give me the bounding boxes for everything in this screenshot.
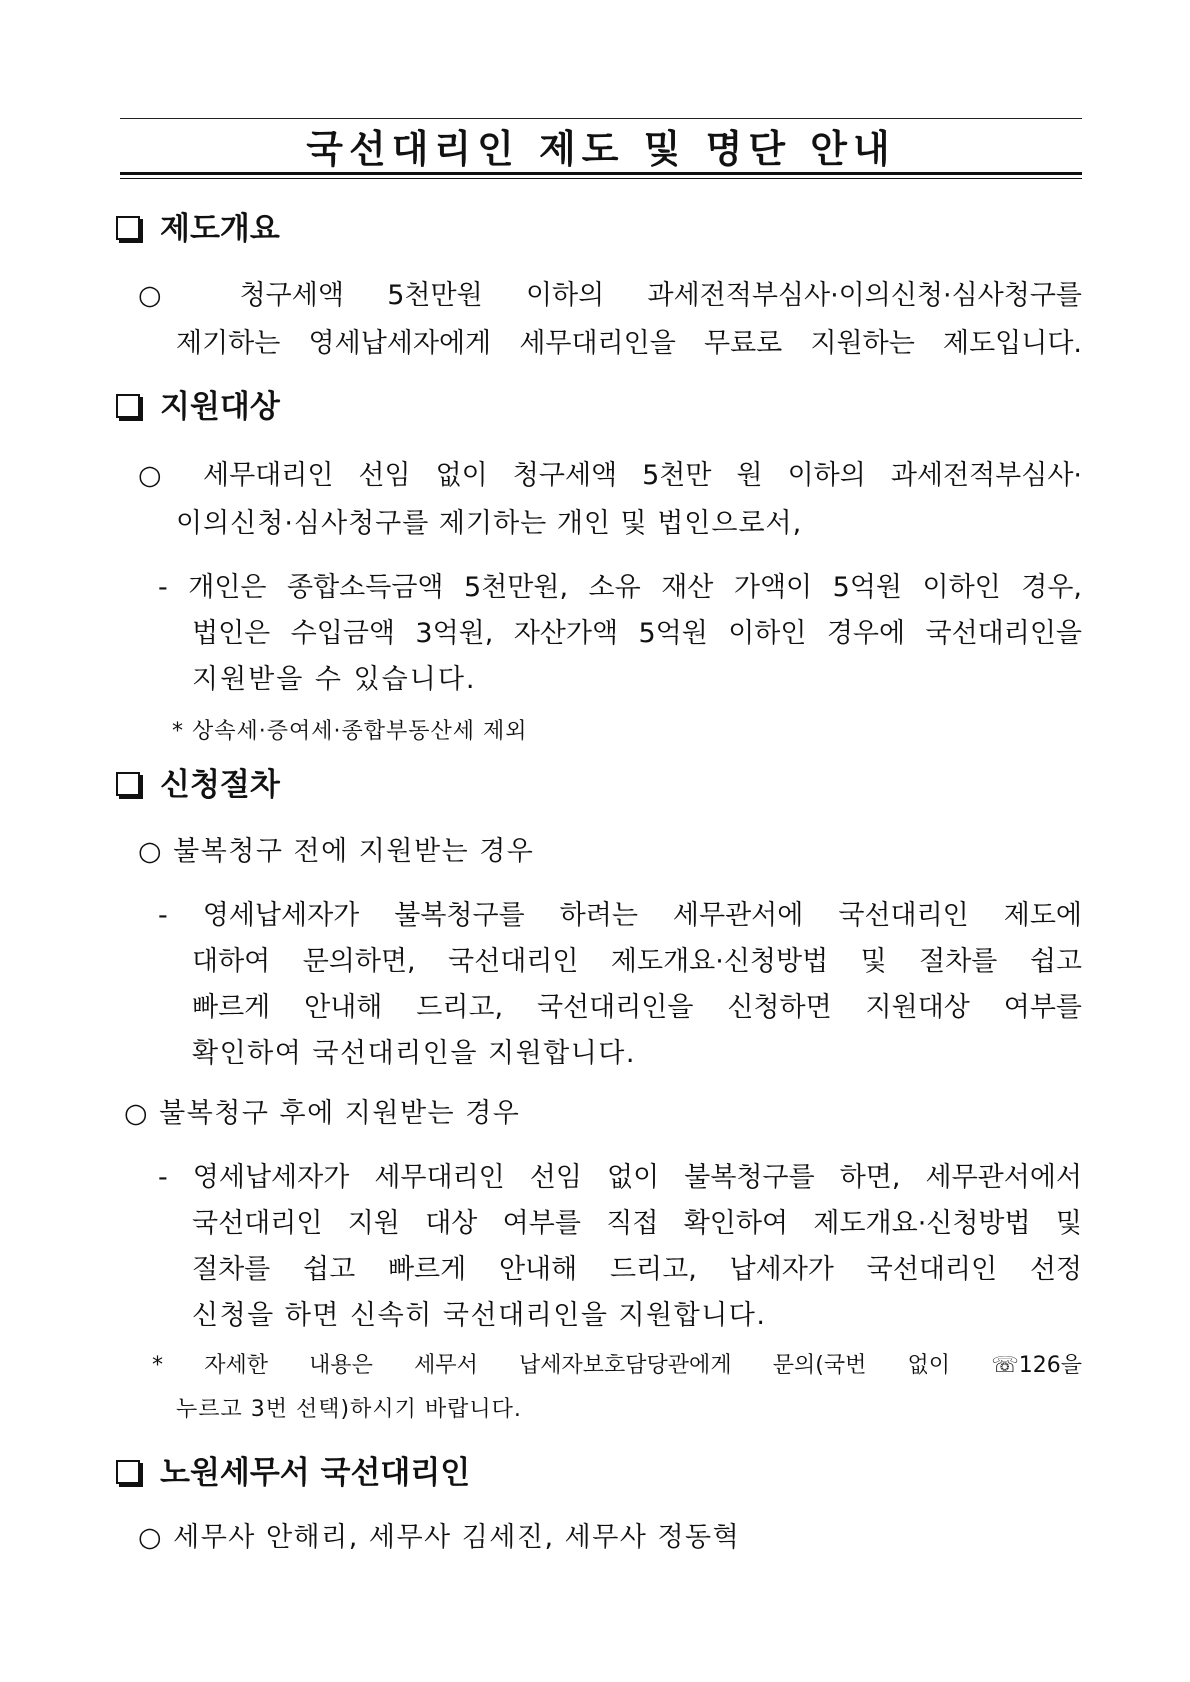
- paragraph-line: 대하여 문의하면, 국선대리인 제도개요·신청방법 및 절차를 쉽고: [192, 946, 1082, 977]
- checkbox-square-icon: [116, 216, 140, 240]
- paragraph-line: 확인하여 국선대리인을 지원합니다.: [192, 1038, 636, 1069]
- section-heading-procedure: [116, 764, 280, 806]
- bullet-line: - 영세납세자가 세무대리인 선임 없이 불복청구를 하면, 세무관서에서: [158, 1162, 1082, 1193]
- checkbox-square-icon: [116, 394, 140, 418]
- title-bottom-rule-thick: [120, 172, 1082, 175]
- paragraph-line: 국선대리인 지원 대상 여부를 직접 확인하여 제도개요·신청방법 및: [192, 1208, 1082, 1239]
- title-top-rule: [120, 118, 1082, 119]
- representatives-list: ○ 세무사 안해리, 세무사 김세진, 세무사 정동혁: [138, 1522, 741, 1553]
- section-heading-overview: [116, 208, 280, 250]
- paragraph-line: 이의신청·심사청구를 제기하는 개인 및 법인으로서,: [176, 508, 803, 539]
- paragraph-line: 절차를 쉽고 빠르게 안내해 드리고, 납세자가 국선대리인 선정: [192, 1254, 1082, 1285]
- paragraph-line: ○ 불복청구 전에 지원받는 경우: [138, 836, 535, 867]
- section-heading-label: 제도개요: [160, 211, 280, 247]
- section-heading-label: 신청절차: [160, 767, 280, 803]
- paragraph-line: 빠르게 안내해 드리고, 국선대리인을 신청하면 지원대상 여부를: [192, 992, 1082, 1023]
- paragraph-line: 지원받을 수 있습니다.: [192, 664, 477, 695]
- title-bottom-rule-thin: [120, 178, 1082, 179]
- paragraph-line: ○ 세무대리인 선임 없이 청구세액 5천만 원 이하의 과세전적부심사·: [138, 460, 1082, 491]
- footnote-line: 누르고 3번 선택)하시기 바랍니다.: [176, 1397, 522, 1422]
- section-heading-label: 지원대상: [160, 389, 280, 425]
- paragraph-line: 법인은 수입금액 3억원, 자산가액 5억원 이하인 경우에 국선대리인을: [192, 618, 1082, 649]
- paragraph-line: 신청을 하면 신속히 국선대리인을 지원합니다.: [192, 1300, 767, 1331]
- footnote-line: * 상속세·증여세·종합부동산세 제외: [172, 719, 528, 744]
- paragraph-line: 제기하는 영세납세자에게 세무대리인을 무료로 지원하는 제도입니다.: [176, 328, 1082, 359]
- checkbox-square-icon: [116, 1460, 140, 1484]
- bullet-line: - 영세납세자가 불복청구를 하려는 세무관서에 국선대리인 제도에: [158, 900, 1082, 931]
- section-heading-label: 노원세무서 국선대리인: [160, 1455, 471, 1491]
- bullet-line: - 개인은 종합소득금액 5천만원, 소유 재산 가액이 5억원 이하인 경우,: [158, 572, 1082, 603]
- footnote-line: * 자세한 내용은 세무서 납세자보호담당관에게 문의(국번 없이 ☏126을: [152, 1353, 1082, 1378]
- section-heading-eligibility: [116, 386, 280, 428]
- paragraph-line: ○ 불복청구 후에 지원받는 경우: [124, 1098, 521, 1129]
- checkbox-square-icon: [116, 772, 140, 796]
- paragraph-line: ○ 청구세액 5천만원 이하의 과세전적부심사·이의신청·심사청구를: [138, 280, 1082, 311]
- section-heading-representatives: [116, 1452, 470, 1494]
- page-title: 국선대리인 제도 및 명단 안내: [306, 127, 896, 171]
